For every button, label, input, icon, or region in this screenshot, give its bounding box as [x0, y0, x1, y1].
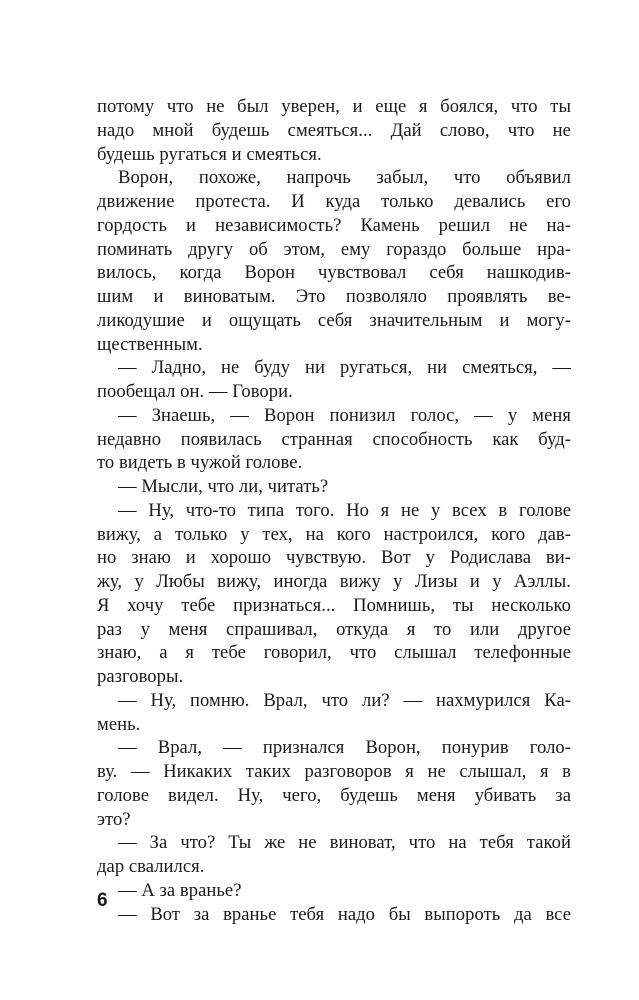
text-line: — Ну, помню. Врал, что ли? — нахмурился Ка- — [118, 689, 571, 711]
text-line: пообещал он. — Говори. — [97, 381, 293, 402]
text-line: раз у меня спрашивал, откуда я то или другое — [97, 618, 571, 640]
text-line: Я хочу тебе признаться... Помнишь, ты несколько — [97, 594, 571, 616]
text-line: — Вот за вранье тебя надо бы выпороть да все — [118, 903, 571, 925]
text-line: — За что? Ты же не виноват, что на тебя такой — [118, 832, 571, 854]
text-line: разговоры. — [97, 666, 184, 687]
text-line: движение протеста. И куда только девались его — [97, 191, 571, 212]
page-number: 6 — [97, 890, 108, 911]
text-line: — А за вранье? — [118, 879, 242, 901]
text-line: но знаю и хорошо чувствую. Вот у Родислава ви- — [97, 547, 571, 569]
text-line: ву. — Никаких таких разговоров я не слышал, я в — [97, 761, 571, 782]
text-line: — Мысли, что ли, читать? — [118, 476, 329, 497]
text-line: недавно появилась странная способность как буд- — [97, 428, 571, 450]
text-line: мень. — [97, 713, 141, 735]
text-line: вилось, когда Ворон чувствовал себя нашкодив- — [97, 262, 571, 284]
text-line: вижу, а только у тех, на кого настроился, кого дав- — [97, 523, 571, 545]
text-line: — Врал, — признался Ворон, понурив голо- — [118, 737, 571, 759]
text-line: поминать другу об этом, ему гораздо больше нра- — [97, 238, 571, 260]
text-line: то видеть в чужой голове. — [97, 452, 303, 474]
text-line: гордость и независимость? Камень решил не на- — [97, 214, 571, 236]
text-line: — Знаешь, — Ворон понизил голос, — у меня — [118, 404, 571, 426]
text-line: знаю, а я тебе говорил, что слышал телефонные — [97, 642, 571, 664]
text-line: щественным. — [97, 333, 203, 355]
text-line: Ворон, похоже, напрочь забыл, что объявил — [118, 167, 571, 189]
text-line: это? — [97, 808, 131, 830]
text-line: дар свалился. — [97, 856, 205, 877]
text-line: будешь ругаться и смеяться. — [97, 143, 322, 165]
body-text — [97, 95, 571, 926]
text-line: потому что не был уверен, и еще я боялся, что ты — [97, 96, 571, 117]
text-line: — Ну, что-то типа того. Но я не у всех в голове — [118, 499, 571, 521]
text-line: ликодушие и ощущать себя значительным и могу- — [97, 309, 571, 331]
text-line: — Ладно, не буду ни ругаться, ни смеяться, — — [118, 357, 571, 379]
text-line: голове видел. Ну, чего, будешь меня убивать за — [97, 784, 571, 806]
text-line: надо мной будешь смеяться... Дай слово, что не — [97, 119, 571, 141]
text-line: шим и виноватым. Это позволяло проявлять ве- — [97, 286, 571, 307]
text-line: жу, у Любы вижу, иногда вижу у Лизы и у Аэллы. — [97, 571, 571, 592]
